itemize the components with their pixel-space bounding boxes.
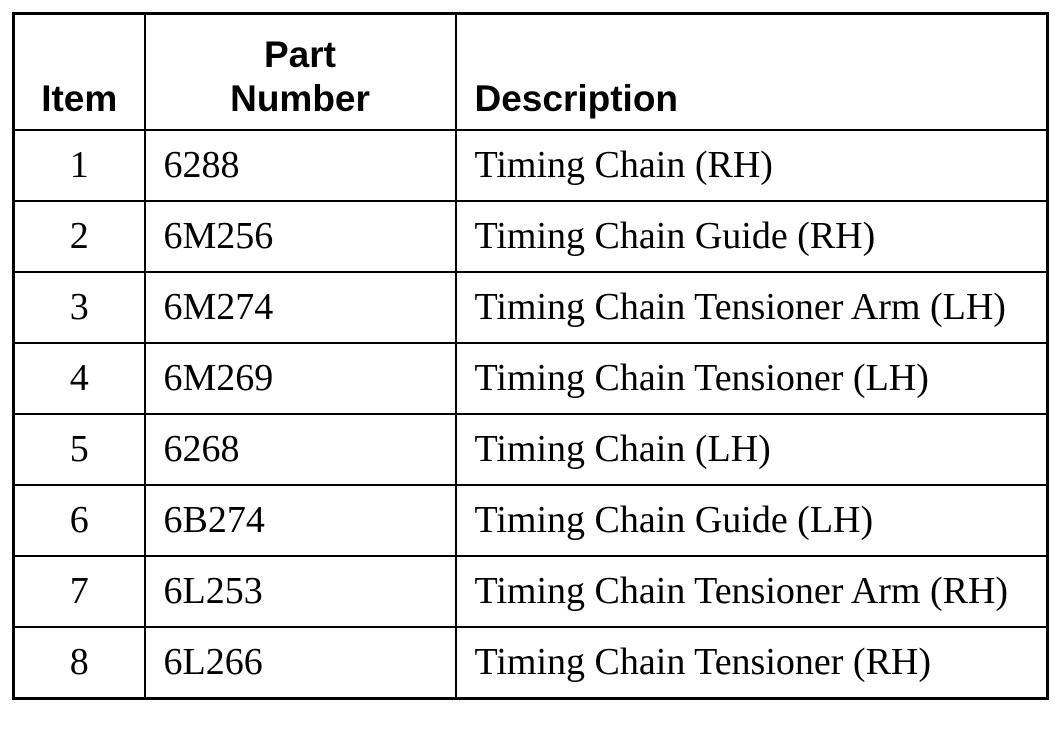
table-row: [14, 556, 1048, 627]
description-cell: Timing Chain (LH): [456, 414, 1048, 485]
table-row: [14, 343, 1048, 414]
part-number-cell: 6L266: [145, 627, 456, 699]
part-number-cell: 6B274: [145, 485, 456, 556]
part-number-cell: 6L253: [145, 556, 456, 627]
item-cell: 3: [14, 272, 145, 343]
item-cell: 1: [14, 130, 145, 201]
table-row: [14, 414, 1048, 485]
header-description: [456, 14, 1048, 131]
item-cell: 6: [14, 485, 145, 556]
table-row: [14, 272, 1048, 343]
description-cell: Timing Chain Tensioner (LH): [456, 343, 1048, 414]
item-cell: 8: [14, 627, 145, 699]
table-row: [14, 627, 1048, 699]
header-item: [14, 14, 145, 131]
part-number-cell: 6M256: [145, 201, 456, 272]
table-row: [14, 201, 1048, 272]
parts-table: [12, 12, 1049, 700]
part-number-cell: 6268: [145, 414, 456, 485]
table-row: [14, 130, 1048, 201]
description-cell: Timing Chain Guide (LH): [456, 485, 1048, 556]
description-cell: Timing Chain Tensioner (RH): [456, 627, 1048, 699]
part-number-cell: 6M269: [145, 343, 456, 414]
part-number-cell: 6M274: [145, 272, 456, 343]
description-cell: Timing Chain Guide (RH): [456, 201, 1048, 272]
description-cell: Timing Chain (RH): [456, 130, 1048, 201]
header-part-number-line2: Number: [230, 78, 370, 119]
header-row: [14, 14, 1048, 131]
header-part-number: [145, 14, 456, 131]
description-cell: Timing Chain Tensioner Arm (RH): [456, 556, 1048, 627]
header-item-label: Item: [41, 78, 118, 119]
item-cell: 2: [14, 201, 145, 272]
header-part-number-line1: Part: [264, 34, 336, 75]
item-cell: 4: [14, 343, 145, 414]
header-description-label: Description: [474, 78, 679, 119]
item-cell: 7: [14, 556, 145, 627]
item-cell: 5: [14, 414, 145, 485]
table-row: [14, 485, 1048, 556]
part-number-cell: 6288: [145, 130, 456, 201]
description-cell: Timing Chain Tensioner Arm (LH): [456, 272, 1048, 343]
